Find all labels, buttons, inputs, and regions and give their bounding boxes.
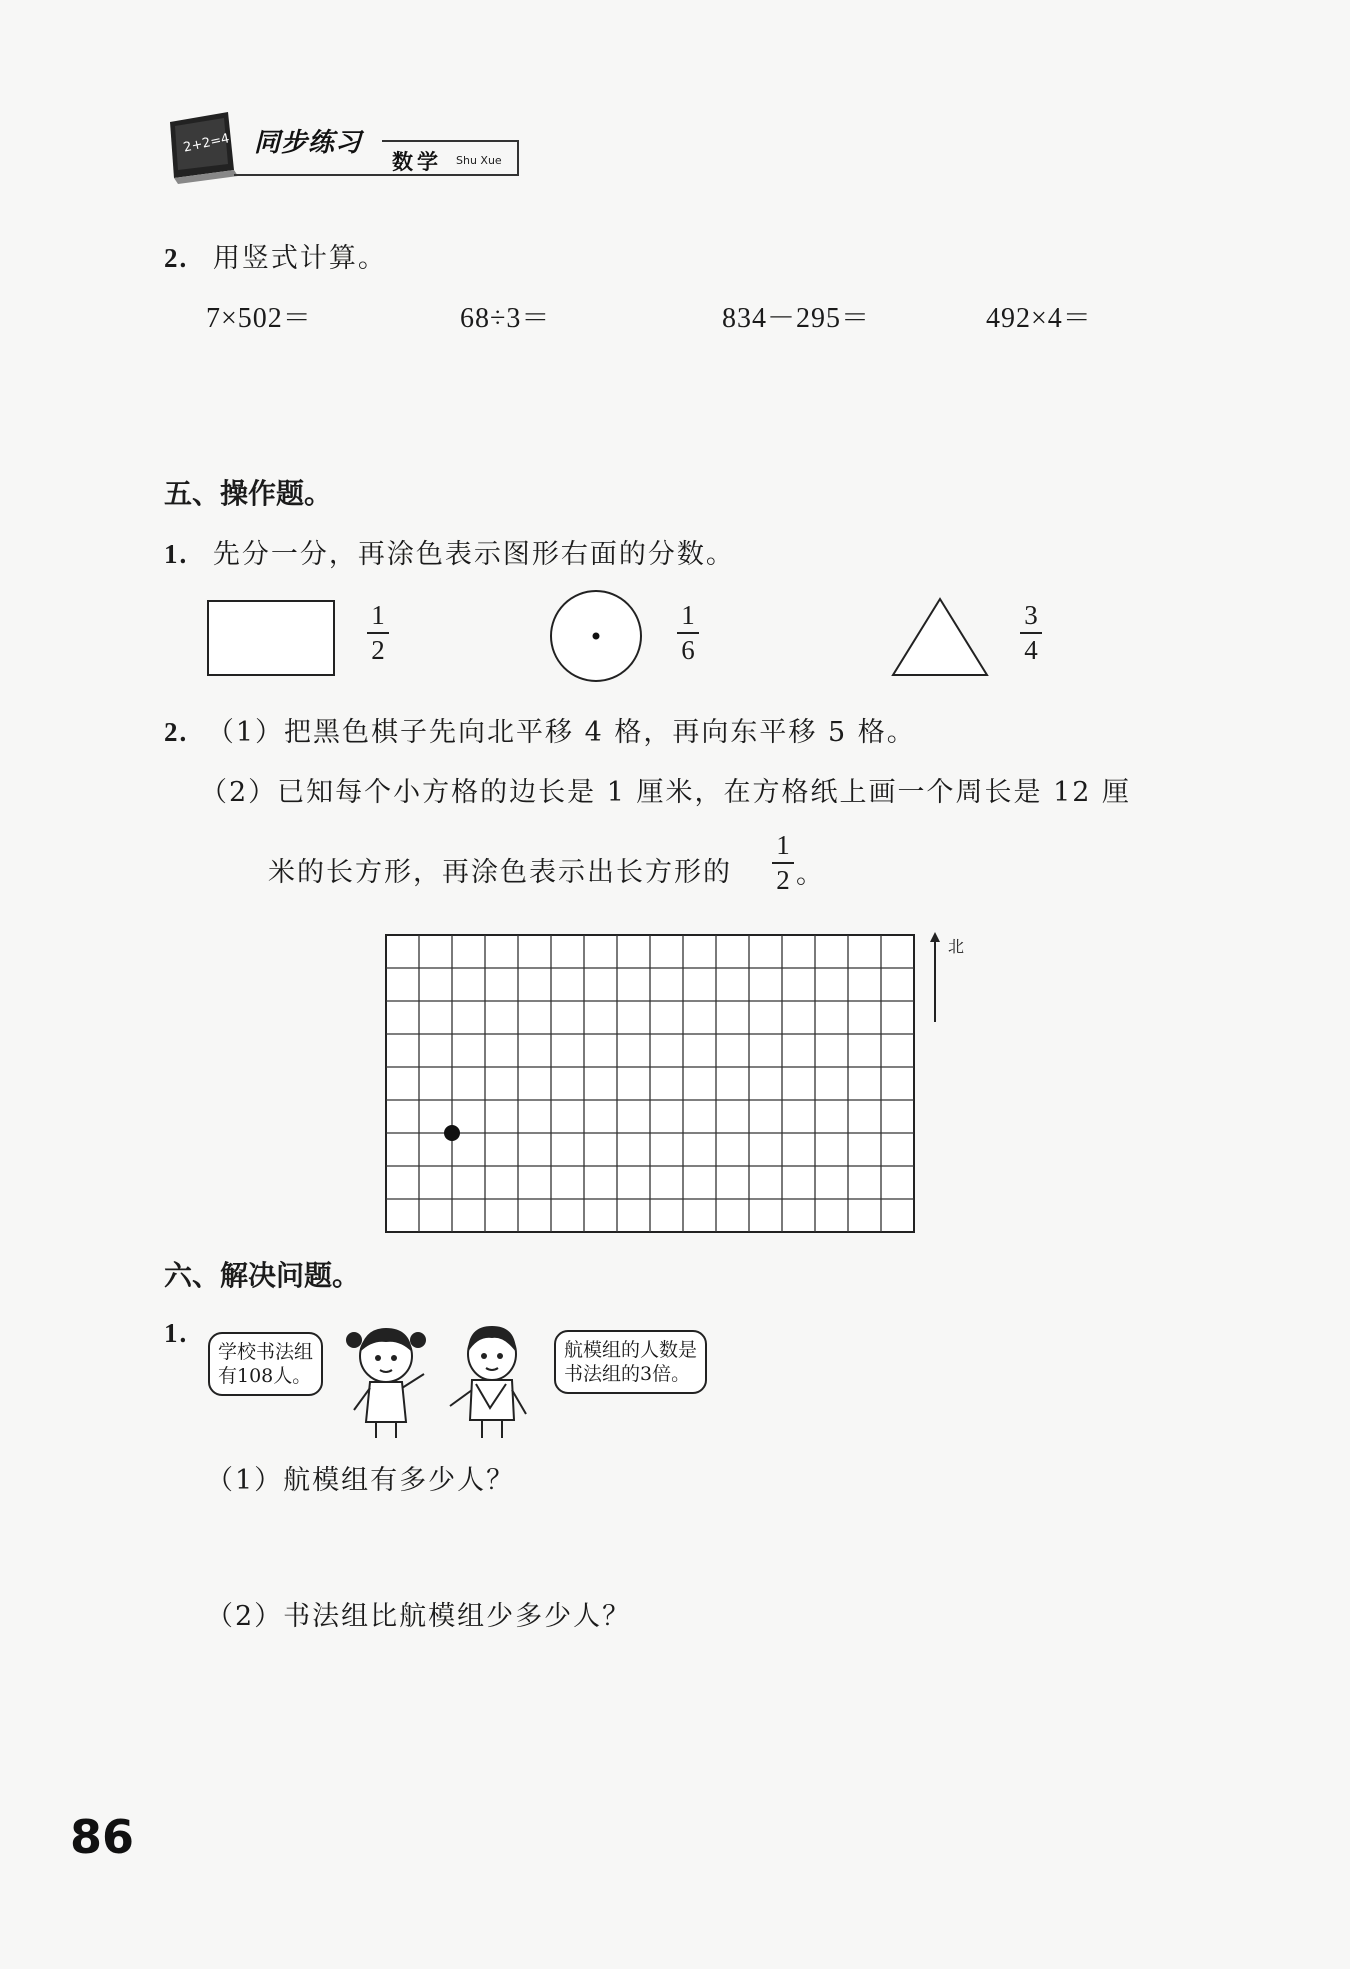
black-chess-piece[interactable] xyxy=(444,1125,460,1141)
north-arrow-icon xyxy=(928,932,948,1024)
fraction-denominator: 2 xyxy=(776,865,790,895)
section-6-title: 六、解决问题。 xyxy=(164,1259,361,1292)
header-rule xyxy=(517,140,519,176)
bubble-line: 书法组的3倍。 xyxy=(564,1363,691,1385)
section-5-q2-part2-line1: （2）已知每个小方格的边长是 1 厘米，在方格纸上画一个周长是 12 厘 xyxy=(200,777,1132,808)
bubble-line: 航模组的人数是 xyxy=(564,1339,698,1361)
north-label: 北 xyxy=(948,937,965,956)
speech-bubble-right xyxy=(554,1330,707,1394)
bubble-line: 学校书法组 xyxy=(218,1341,314,1363)
page-header xyxy=(162,102,522,192)
question-number: 2. xyxy=(164,243,189,273)
header-rule xyxy=(382,140,519,142)
fraction-denominator: 2 xyxy=(371,635,385,665)
question-text: 米的长方形，再涂色表示出长方形的 xyxy=(268,857,732,888)
fraction-bar xyxy=(677,632,699,634)
fraction xyxy=(772,830,794,896)
sub-question-1: （1）航模组有多少人？ xyxy=(206,1465,516,1496)
calc-item: 492×4＝ xyxy=(986,303,1092,334)
fraction-denominator: 4 xyxy=(1024,635,1038,665)
question-text: （1）把黑色棋子先向北平移 4 格，再向东平移 5 格。 xyxy=(206,717,916,748)
fraction-numerator: 1 xyxy=(371,600,385,630)
fraction-bar xyxy=(367,632,389,634)
fraction-numerator: 1 xyxy=(681,600,695,630)
fraction-numerator: 3 xyxy=(1024,600,1038,630)
series-title: 同步练习 xyxy=(254,128,363,158)
question-number: 1. xyxy=(164,1318,189,1348)
bubble-line: 有108人。 xyxy=(218,1365,312,1387)
header-rule xyxy=(234,174,519,176)
question-prompt: 用竖式计算。 xyxy=(212,243,387,274)
rectangle-shape xyxy=(207,600,335,676)
question-number: 2. xyxy=(164,717,189,747)
speech-bubble-left xyxy=(208,1332,323,1396)
question-prompt: 先分一分，再涂色表示图形右面的分数。 xyxy=(212,539,735,570)
page-number: 86 xyxy=(70,1810,135,1864)
fraction-bar xyxy=(1020,632,1042,634)
calc-item: 7×502＝ xyxy=(206,303,312,334)
fraction xyxy=(677,600,699,666)
calc-item: 68÷3＝ xyxy=(460,303,551,334)
fraction-numerator: 1 xyxy=(776,830,790,860)
section-5-q2-part2-line2 xyxy=(268,850,732,889)
grid-paper[interactable] xyxy=(385,934,915,1234)
fraction xyxy=(367,600,389,666)
sub-question-2: （2）书法组比航模组少多少人？ xyxy=(206,1601,632,1632)
sentence-end: 。 xyxy=(796,859,825,890)
subject-pinyin: Shu Xue xyxy=(456,154,502,167)
fraction-denominator: 6 xyxy=(681,635,695,665)
question-number: 1. xyxy=(164,539,189,569)
section-5-title: 五、操作题。 xyxy=(164,477,333,510)
boy-illustration xyxy=(446,1316,536,1440)
circle-shape xyxy=(548,588,644,684)
triangle-shape xyxy=(890,596,990,678)
section-5-q2-part1 xyxy=(164,710,916,749)
subject-label: 数学 xyxy=(392,150,442,174)
fraction xyxy=(1020,600,1042,666)
section-5-q1-heading xyxy=(164,532,735,571)
chalkboard-icon xyxy=(162,108,242,188)
girl-illustration xyxy=(340,1318,436,1440)
question-2-heading xyxy=(164,236,387,275)
fraction-bar xyxy=(772,862,794,864)
chalkboard-text: 2+2=4 xyxy=(182,131,231,156)
calc-item: 834－295＝ xyxy=(722,303,871,334)
